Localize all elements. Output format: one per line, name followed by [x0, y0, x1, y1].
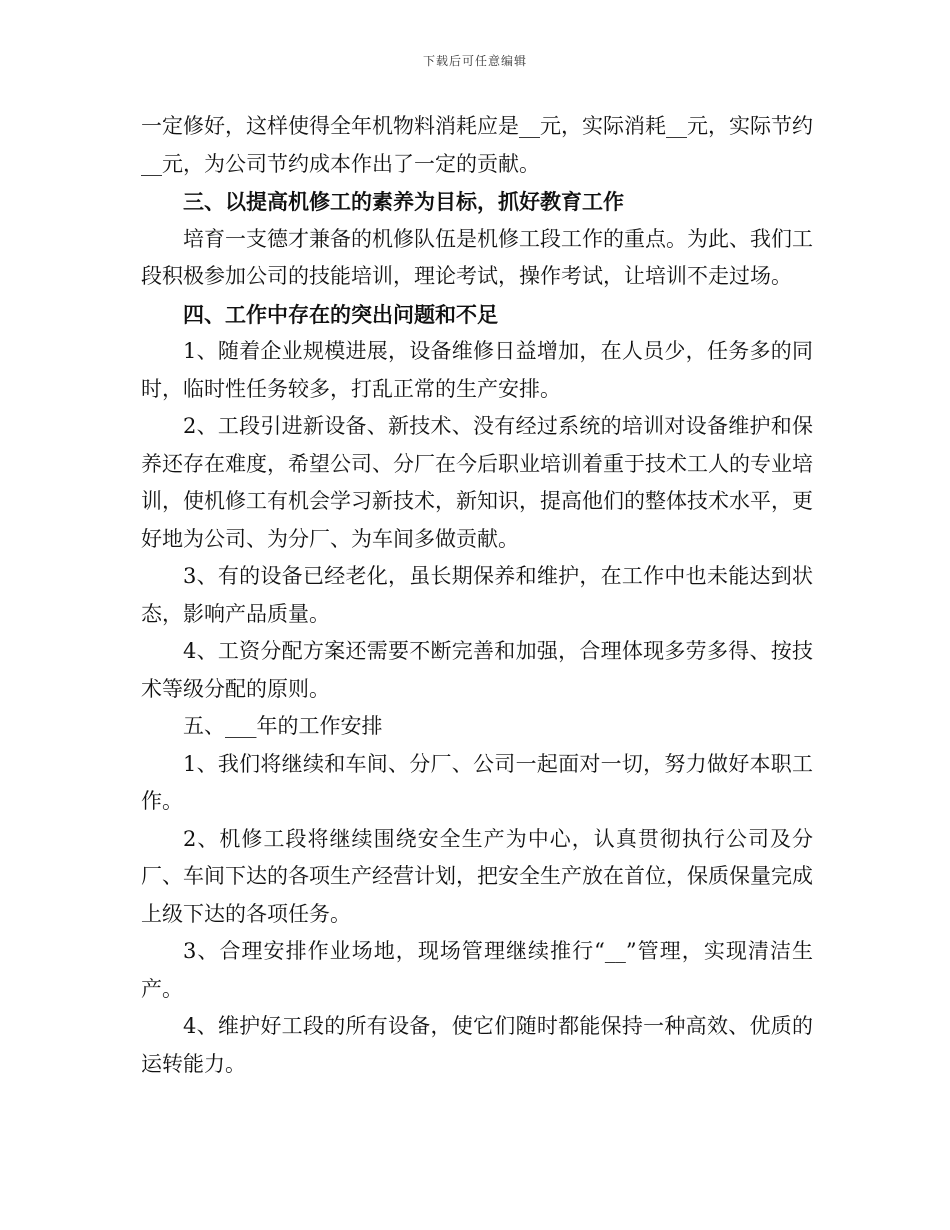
problem-item-1: 1、随着企业规模进展，设备维修日益增加，在人员少，任务多的同时，临时性任务较多，打乱正常的生产安排。	[141, 339, 813, 401]
section-heading-5: 五、___年的工作安排	[183, 714, 383, 738]
section-heading-3: 三、以提高机修工的素养为目标，抓好教育工作	[183, 189, 624, 214]
problem-item-3: 3、有的设备已经老化，虽长期保养和维护，在工作中也未能达到状态，影响产品质量。	[141, 564, 813, 626]
plan-item-4: 4、维护好工段的所有设备，使它们随时都能保持一种高效、优质的运转能力。	[141, 1014, 813, 1076]
page-header-note: 下载后可任意编辑	[422, 54, 527, 68]
problem-item-2: 2、工段引进新设备、新技术、没有经过系统的培训对设备维护和保养还存在难度，希望公司、分厂在今后职业培训着重于技术工人的专业培训，使机修工有机会学习新技术，新知识，提高他们的整体技术水平，更好地为公司、为分厂、为车间多做贡献。	[141, 414, 813, 551]
plan-item-2: 2、机修工段将继续围绕安全生产为中心，认真贯彻执行公司及分厂、车间下达的各项生产经营计划，把安全生产放在首位，保质保量完成上级下达的各项任务。	[141, 826, 813, 926]
document-body	[141, 108, 813, 1083]
paragraph-continued: 一定修好，这样使得全年机物料消耗应是__元，实际消耗__元，实际节约__元，为公司节约成本作出了一定的贡献。	[141, 114, 813, 176]
section-heading-4: 四、工作中存在的突出问题和不足	[183, 301, 498, 327]
plan-item-1: 1、我们将继续和车间、分厂、公司一起面对一切，努力做好本职工作。	[141, 751, 813, 813]
plan-item-3: 3、合理安排作业场地，现场管理继续推行“__”管理，实现清洁生产。	[141, 939, 813, 1001]
problem-item-4: 4、工资分配方案还需要不断完善和加强，合理体现多劳多得、按技术等级分配的原则。	[141, 639, 813, 701]
paragraph-training: 培育一支德才兼备的机修队伍是机修工段工作的重点。为此、我们工段积极参加公司的技能培训，理论考试，操作考试，让培训不走过场。	[141, 226, 813, 288]
